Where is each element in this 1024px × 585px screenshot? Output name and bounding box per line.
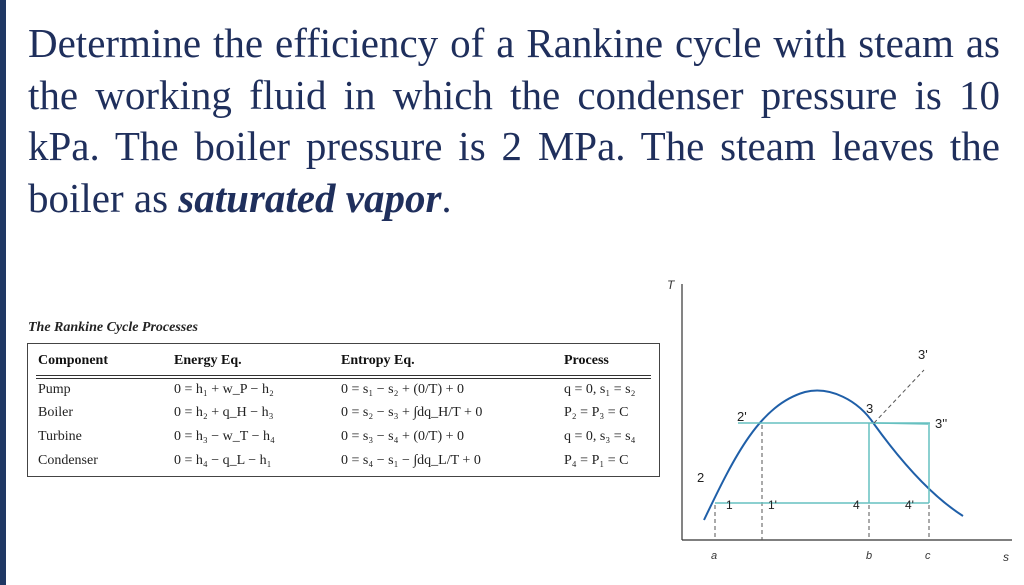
point-label-3double-prime: 3''	[935, 416, 948, 431]
row-2-process: P₂ = P₃ = C	[564, 405, 629, 420]
row-4-entropy: 0 = s₄ − s₁ − ∫dq_L/T + 0	[341, 453, 481, 468]
rankine-processes-table	[27, 343, 660, 477]
row-2-entropy: 0 = s₂ − s₃ + ∫dq_H/T + 0	[341, 405, 483, 420]
problem-emphasis: saturated vapor	[178, 174, 442, 221]
column-header-component: Component	[38, 353, 109, 368]
row-3-component: Turbine	[38, 429, 82, 444]
column-header-process: Process	[564, 353, 609, 368]
problem-text-end: .	[441, 174, 452, 221]
column-header-entropy: Entropy Eq.	[341, 353, 415, 368]
header-rule-bottom	[36, 378, 651, 379]
column-header-energy: Energy Eq.	[174, 353, 242, 368]
t-axis-label: T	[667, 278, 675, 292]
point-label-2: 2	[697, 470, 705, 485]
accent-bar	[0, 0, 6, 585]
row-2-energy: 0 = h₂ + q_H − h₃	[174, 405, 274, 420]
ts-diagram	[660, 270, 1024, 585]
superheat-line	[874, 423, 928, 424]
point-label-4prime: 4'	[905, 498, 914, 512]
row-2-component: Boiler	[38, 405, 73, 420]
row-4-energy: 0 = h₄ − q_L − h₁	[174, 453, 272, 468]
point-label-2prime: 2'	[737, 409, 747, 424]
row-1-entropy: 0 = s₁ − s₂ + (0/T) + 0	[341, 382, 465, 397]
point-label-1: 1	[726, 498, 733, 512]
axis-mark-c: c	[925, 550, 931, 562]
axis-mark-b: b	[866, 550, 873, 562]
row-3-energy: 0 = h₃ − w_T − h₄	[174, 429, 275, 444]
point-label-4: 4	[853, 498, 860, 512]
point-label-1prime: 1'	[768, 498, 777, 512]
superheat-dashed-line	[874, 370, 924, 423]
problem-text-start: Determine the efficiency of a Rankine cycle with steam as the working fluid in which the condenser pressure is 10 kPa. The boiler pressure is 2 MPa. The steam leaves the boiler as	[28, 20, 1000, 221]
point-label-3prime: 3'	[918, 347, 928, 362]
row-3-process: q = 0, s₃ = s₄	[564, 429, 636, 444]
row-1-component: Pump	[38, 382, 71, 397]
s-axis-label: s	[1003, 550, 1009, 564]
row-4-process: P₄ = P₁ = C	[564, 453, 629, 468]
row-1-process: q = 0, s₁ = s₂	[564, 382, 636, 397]
point-label-3: 3	[866, 401, 874, 416]
problem-statement	[28, 18, 1000, 224]
row-3-entropy: 0 = s₃ − s₄ + (0/T) + 0	[341, 429, 465, 444]
table-title: The Rankine Cycle Processes	[28, 320, 198, 335]
row-4-component: Condenser	[38, 453, 98, 468]
axis-mark-a: a	[711, 550, 718, 562]
header-rule-top	[36, 375, 651, 376]
row-1-energy: 0 = h₁ + w_P − h₂	[174, 382, 274, 397]
